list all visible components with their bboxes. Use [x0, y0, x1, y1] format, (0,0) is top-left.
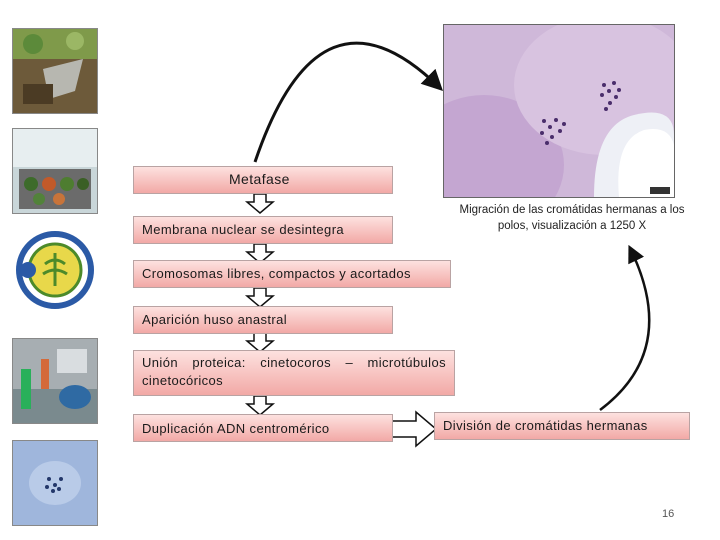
micrograph-caption: Migración de las cromátidas hermanas a los polos, visualización a 1250 X [459, 204, 685, 232]
down-arrow-5 [247, 396, 273, 415]
curved-arrow-to-caption [600, 248, 649, 410]
step-box-2: Cromosomas libres, compactos y acortados [133, 260, 451, 288]
down-arrow-3 [247, 288, 273, 307]
right-block-arrow [392, 412, 436, 446]
step-box-3: Aparición huso anastral [133, 306, 393, 334]
metafase-box: Metafase [133, 166, 393, 194]
result-box: División de cromátidas hermanas [434, 412, 690, 440]
step-box-4: Unión proteica: cinetocoros – microtúbulos cinetocóricos [133, 350, 455, 396]
step-box-1: Membrana nuclear se desintegra [133, 216, 393, 244]
page-number: 16 [662, 508, 675, 520]
curved-arrow-to-micrograph [255, 43, 440, 162]
down-arrow-1 [247, 194, 273, 213]
step-box-5: Duplicación ADN centromérico [133, 414, 393, 442]
